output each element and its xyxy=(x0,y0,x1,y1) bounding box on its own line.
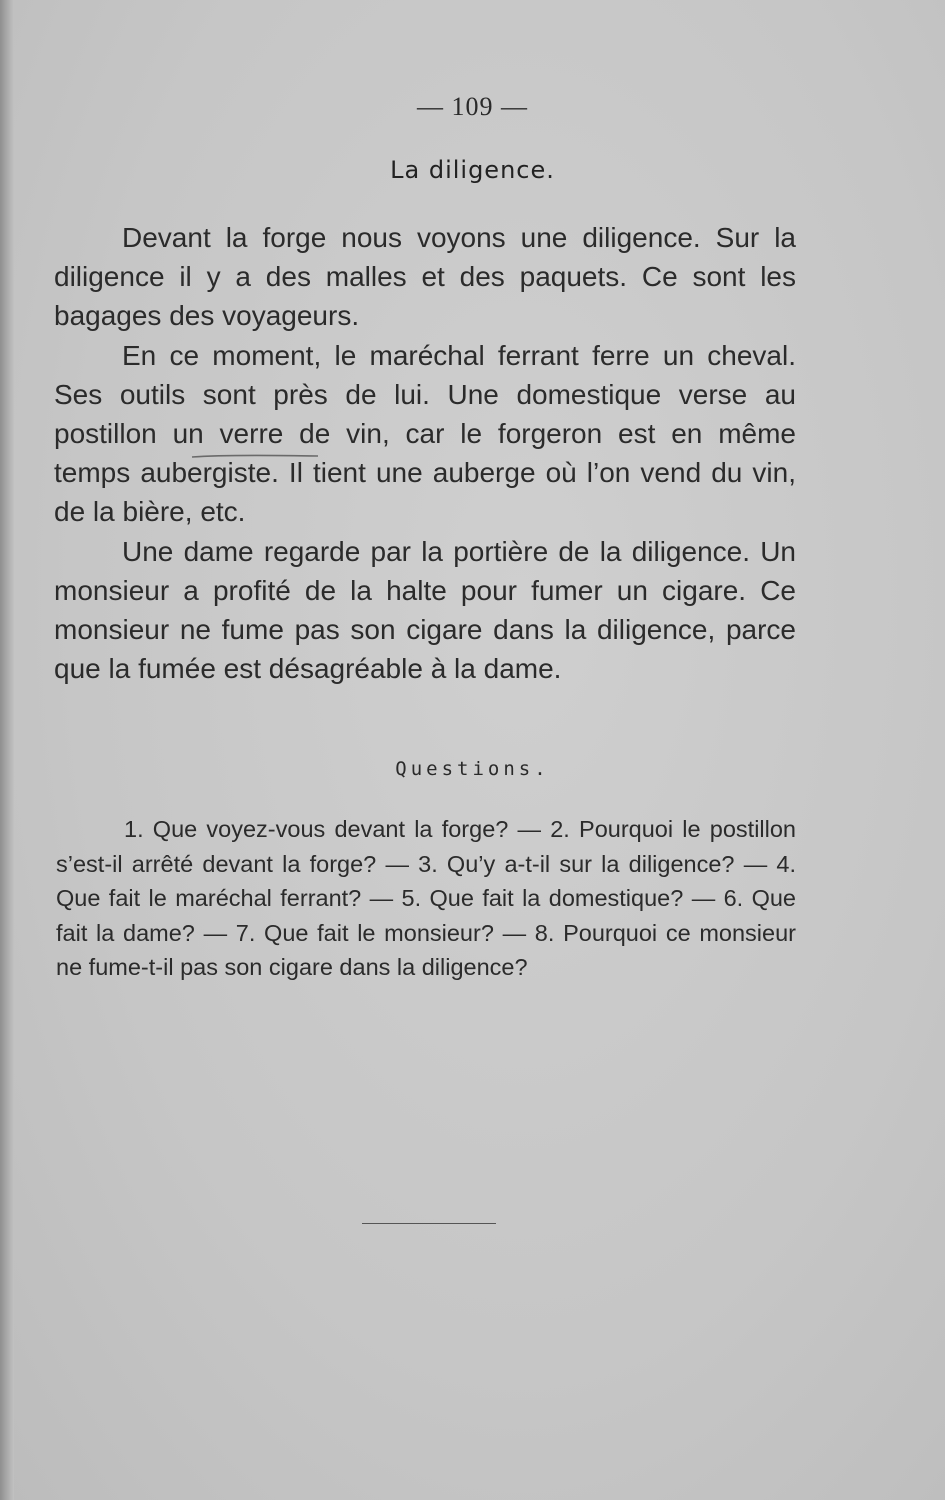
questions-paragraph: 1. Que voyez-vous devant la forge? — 2. Pourquoi le postillon s’est-il arrêté devant la forge? — 3. Qu’y a-t-il sur la diligence? — 4. Que fait le maréchal ferrant? — 5. Que fait la domestique? — 6. Que fait la dame? — 7. Que fait le monsieur? — 8. Pourquoi ce monsieur ne fume-t-il pas son cigare dans la diligence? xyxy=(56,816,796,981)
questions-list xyxy=(56,812,796,985)
reading-text xyxy=(54,218,796,688)
questions-heading: Questions. xyxy=(395,758,550,780)
page-title: La diligence. xyxy=(390,156,555,184)
paragraph-1: Devant la forge nous voyons une diligence. Sur la diligence il y a des malles et des paquets. Ce sont les bagages des voyageurs. xyxy=(54,222,796,332)
end-divider xyxy=(362,1223,496,1224)
paragraph-2: En ce moment, le maréchal ferrant ferre un cheval. Ses outils sont près de lui. Une domestique verse au postillon un verre de vin, car le forgeron est en même temps aubergiste. Il tient une auberge où l’on vend du vin, de la bière, etc. xyxy=(54,339,796,528)
pencil-underline-mark xyxy=(190,452,320,460)
paragraph-3: Une dame regarde par la portière de la diligence. Un monsieur a profité de la halte pour fumer un cigare. Ce monsieur ne fume pas son cigare dans la diligence, parce que la fumée est désagréable à la dame. xyxy=(54,535,796,685)
binding-edge xyxy=(0,0,14,1500)
page-number: — 109 — xyxy=(417,92,528,121)
